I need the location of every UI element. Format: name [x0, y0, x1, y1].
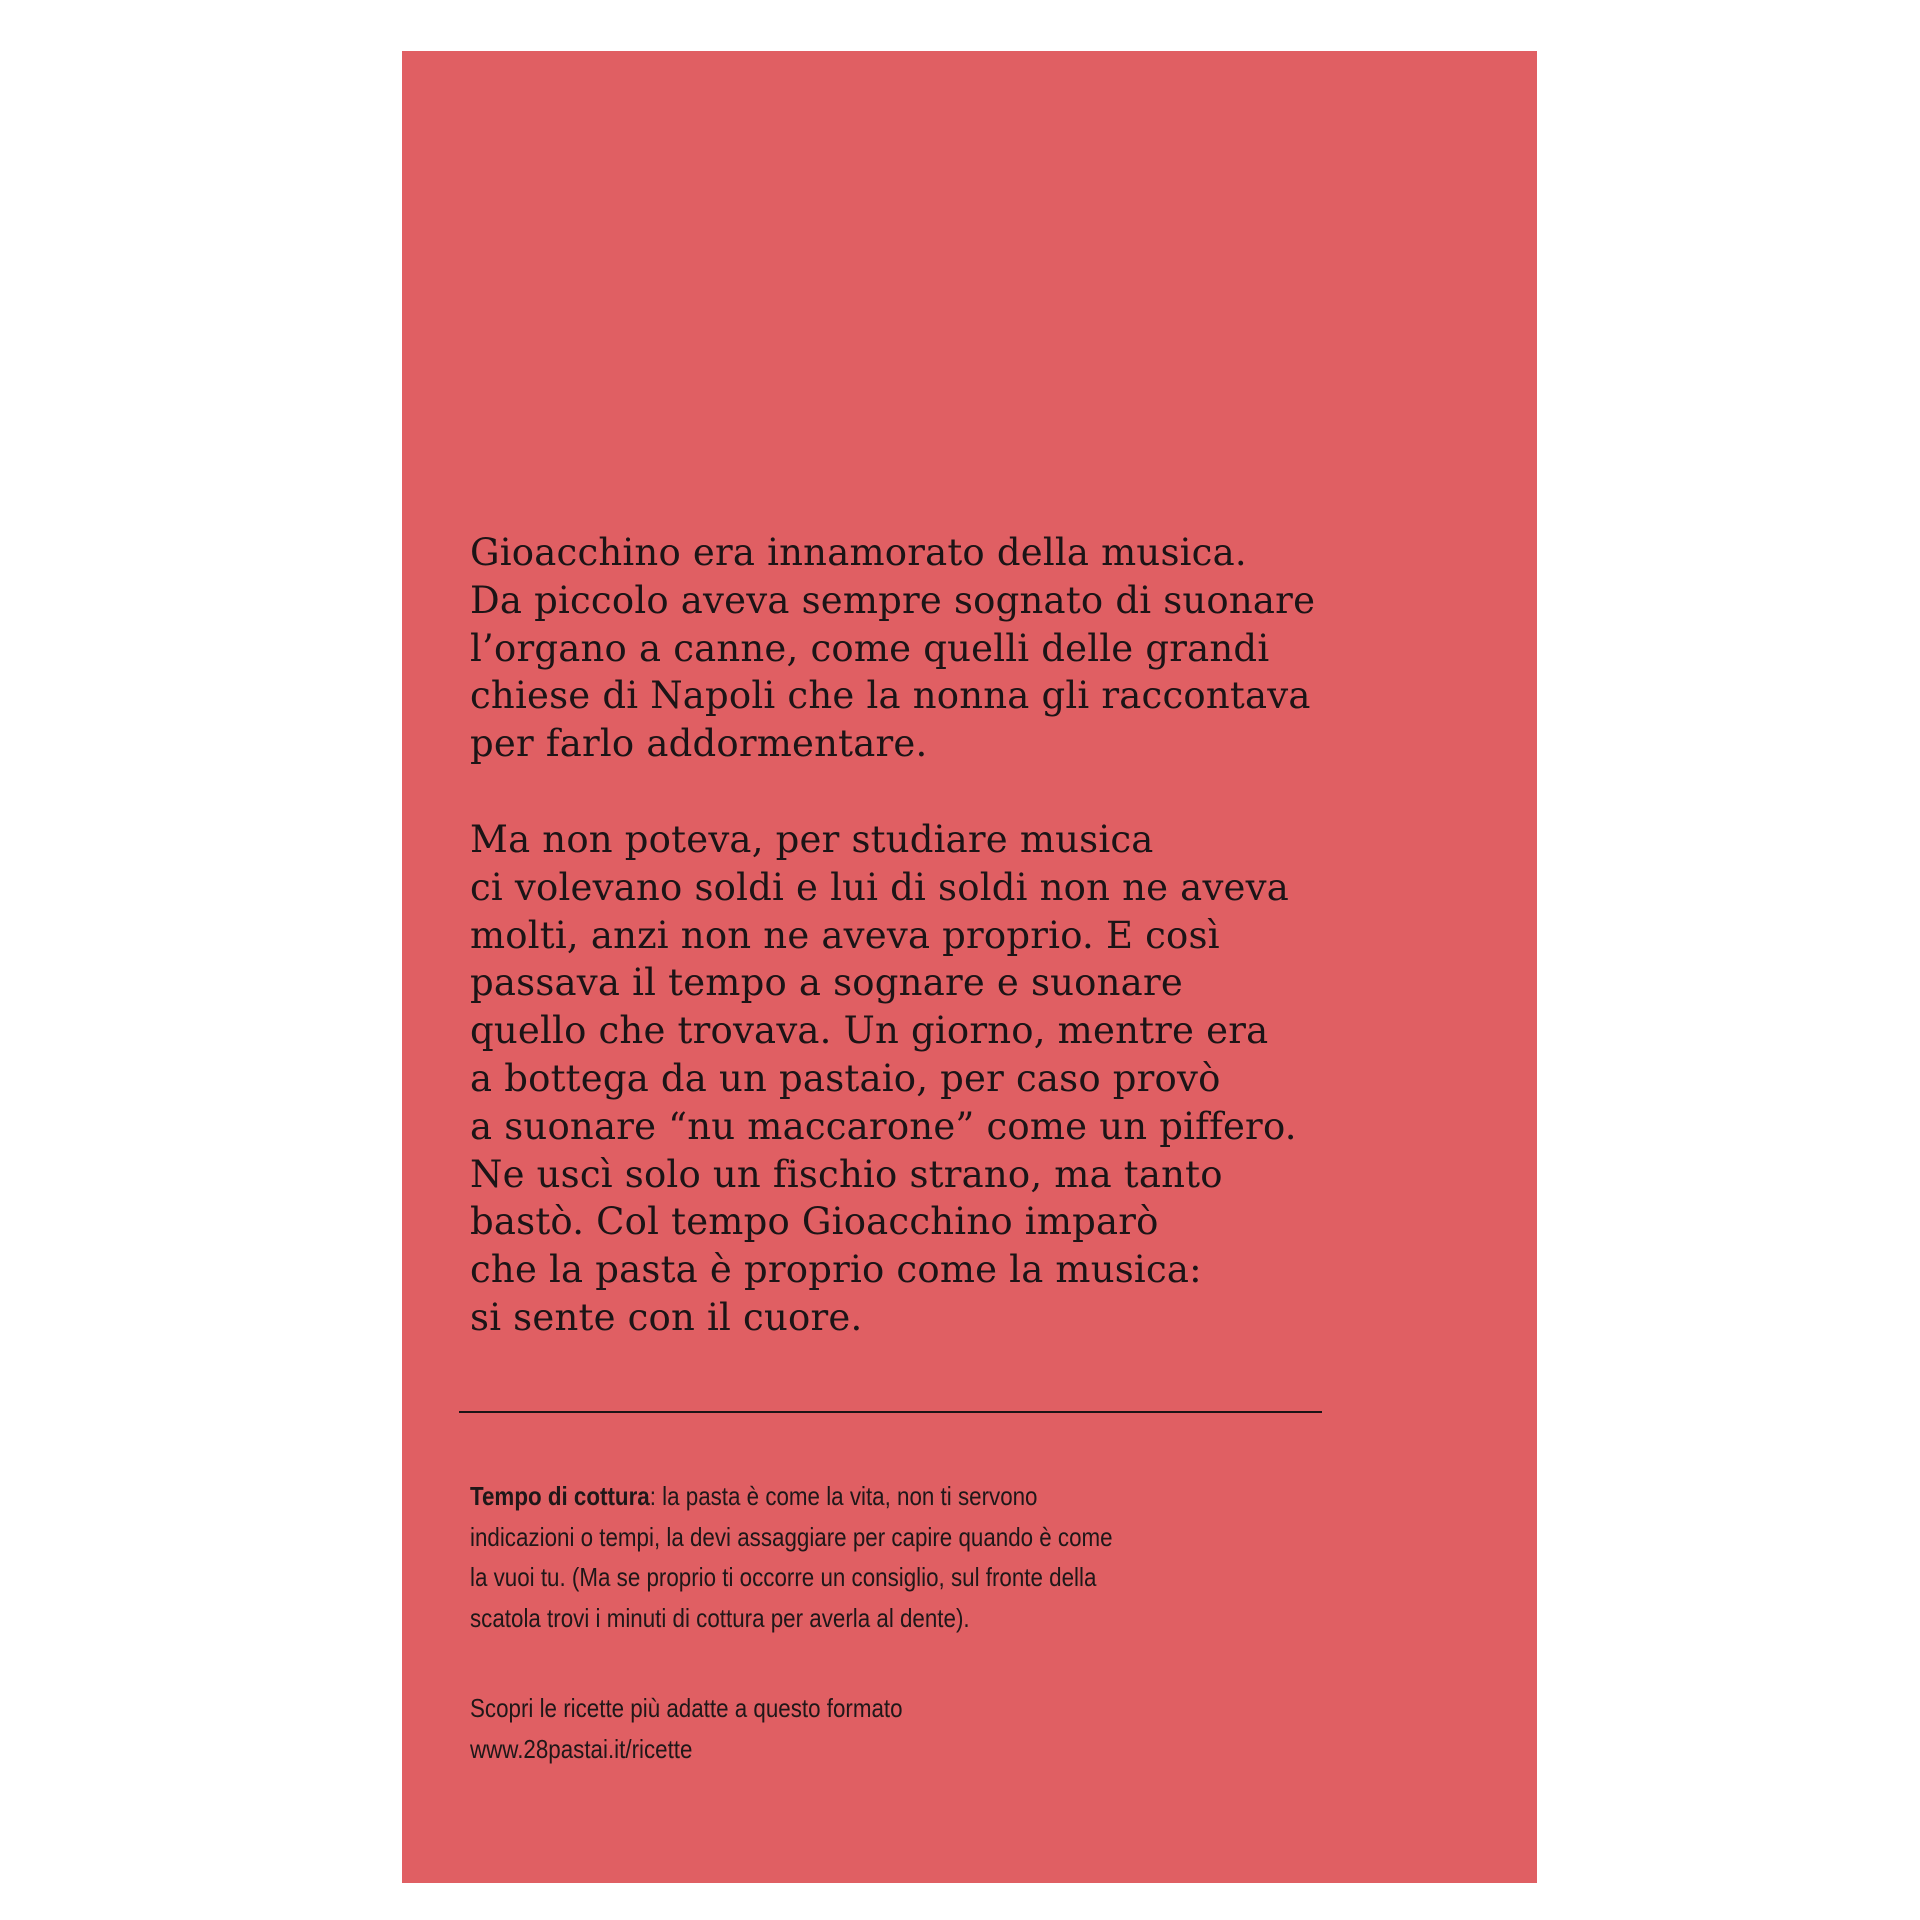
cooking-time-label: Tempo di cottura — [470, 1481, 650, 1511]
story-line: molti, anzi non ne aveva proprio. E così — [470, 913, 1220, 957]
cooking-line: la vuoi tu. (Ma se proprio ti occorre un consiglio, sul fronte della — [470, 1562, 1097, 1592]
story-line: a suonare “nu maccarone” come un piffero. — [470, 1104, 1297, 1148]
story-line: per farlo addormentare. — [470, 722, 928, 766]
cooking-info — [470, 1476, 1244, 1769]
story-line: chiese di Napoli che la nonna gli raccontava — [470, 674, 1311, 718]
story-line: Ne uscì solo un fischio strano, ma tanto — [470, 1152, 1223, 1196]
paragraph-spacer — [470, 768, 1470, 816]
story-line: Gioacchino era innamorato della musica. — [470, 531, 1247, 574]
story-line: a bottega da un pastaio, per caso provò — [470, 1056, 1221, 1100]
story-line: passava il tempo a sognare e suonare — [470, 961, 1183, 1005]
story-line: che la pasta è proprio come la musica: — [470, 1248, 1202, 1292]
recipes-line: Scopri le ricette più adatte a questo formato — [470, 1693, 903, 1723]
cooking-line: scatola trovi i minuti di cottura per averla al dente). — [470, 1602, 970, 1633]
horizontal-divider — [459, 1411, 1322, 1413]
cooking-line — [470, 1476, 1244, 1517]
story-line: ci volevano soldi e lui di soldi non ne aveva — [470, 865, 1290, 909]
cooking-line: indicazioni o tempi, la devi assaggiare per capire quando è come — [470, 1521, 1113, 1552]
story-line: Da piccolo aveva sempre sognato di suonare — [470, 578, 1316, 622]
story-line: quello che trovava. Un giorno, mentre era — [470, 1009, 1269, 1053]
story-line: si sente con il cuore. — [470, 1295, 863, 1339]
recipes-url: www.28pastai.it/ricette — [470, 1733, 693, 1764]
story-line: bastò. Col tempo Gioacchino imparò — [470, 1200, 1159, 1244]
cooking-text: : la pasta è come la vita, non ti servono — [649, 1481, 1038, 1511]
pasta-box-back-panel — [402, 51, 1537, 1883]
story-line: Ma non poteva, per studiare musica — [470, 817, 1154, 861]
story-text — [470, 529, 1470, 1342]
info-spacer — [470, 1638, 1244, 1688]
story-line: l’organo a canne, come quelli delle grandi — [470, 626, 1270, 670]
